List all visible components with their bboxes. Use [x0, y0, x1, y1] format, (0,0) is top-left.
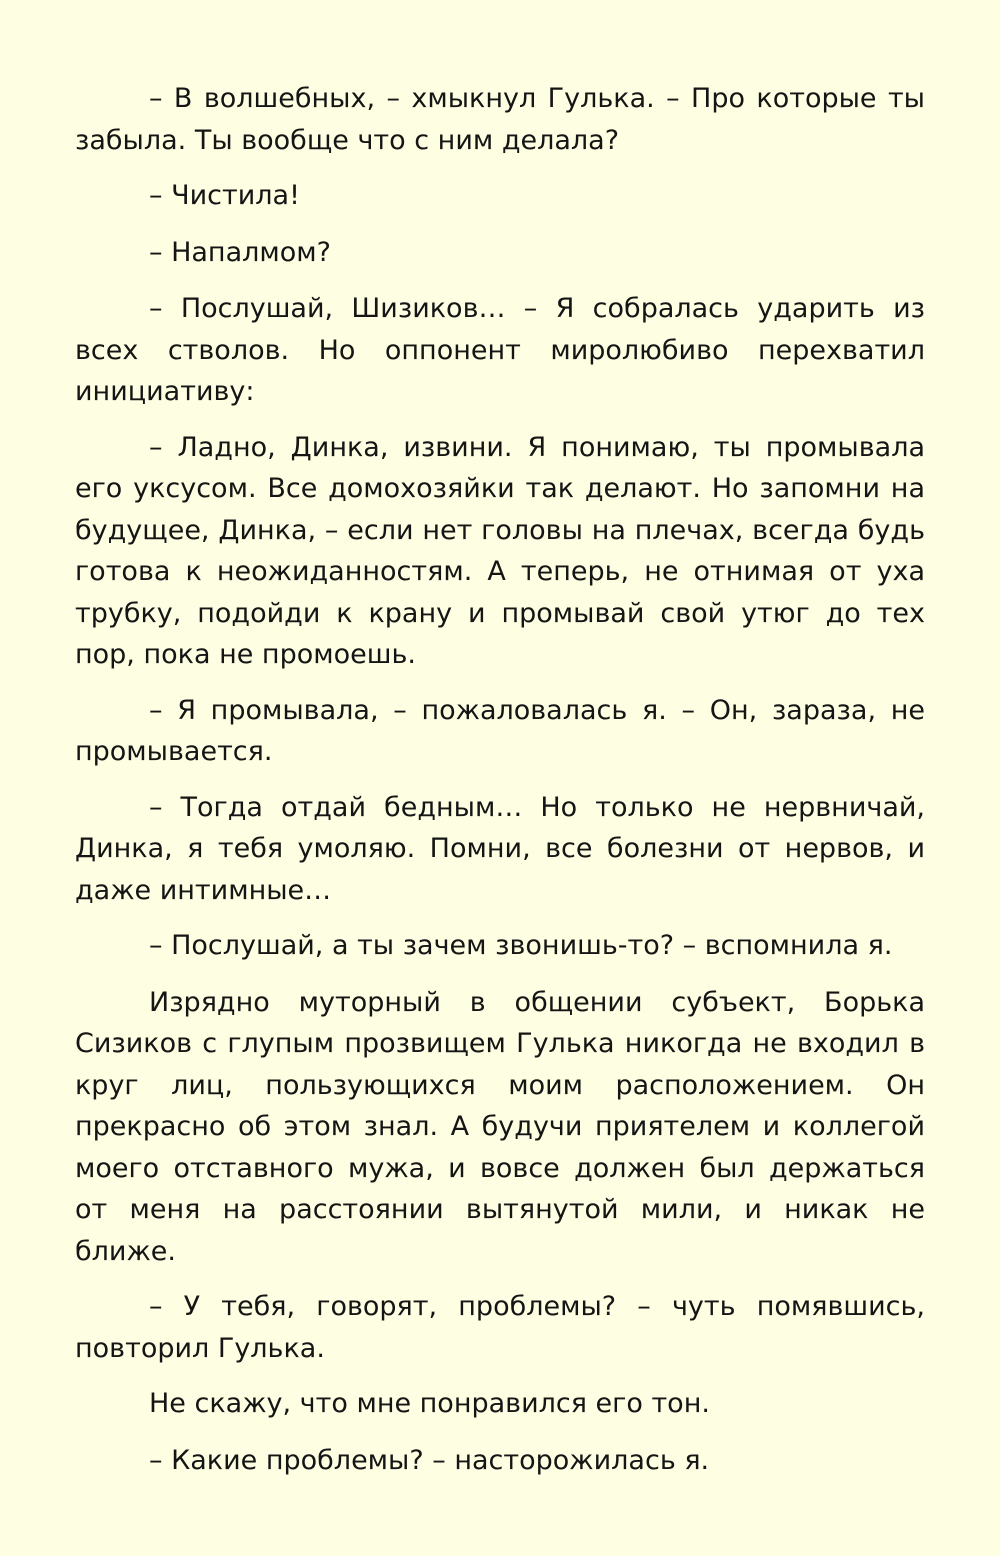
paragraph: Не скажу, что мне понравился его тон.: [149, 1388, 710, 1419]
paragraph: – Послушай, а ты зачем звонишь-то? – вспомнила я.: [149, 930, 893, 961]
paragraph: – Какие проблемы? – насторожилась я.: [149, 1444, 710, 1476]
paragraph: – Тогда отдай бедным… Но только не нервничай, Динка, я тебя умоляю. Помни, все болезни от нервов, и даже интимные…: [75, 791, 925, 906]
paragraph: – Послушай, Шизиков… – Я собралась ударить из всех стволов. Но оппонент миролюбиво перехватил инициативу:: [75, 293, 925, 407]
paragraph: – Чистила!: [149, 180, 300, 211]
paragraph: Изрядно муторный в общении субъект, Борька Сизиков с глупым прозвищем Гулька никогда не входил в круг лиц, пользующихся моим расположением. Он прекрасно об этом знал. А будучи приятелем и коллегой моего отставного мужа, и вовсе должен был держаться от меня на расстоянии вытянутой мили, и никак не ближе.: [75, 986, 925, 1267]
paragraph: – В волшебных, – хмыкнул Гулька. – Про которые ты забыла. Ты вообще что с ним делала?: [75, 83, 925, 156]
paragraph: – Напалмом?: [149, 236, 331, 268]
paragraph: – Ладно, Динка, извини. Я понимаю, ты промывала его уксусом. Все домохозяйки так делают. Но запомни на будущее, Динка, – если нет головы на плечах, всегда будь готова к неожиданностям. А теперь, не отнимая от уха трубку, подойди к крану и промывай свой утюг до тех пор, пока не промоешь.: [75, 431, 925, 670]
paragraph: – Я промывала, – пожаловалась я. – Он, зараза, не промывается.: [75, 694, 925, 767]
paragraph: – У тебя, говорят, проблемы? – чуть помявшись, повторил Гулька.: [75, 1291, 925, 1364]
